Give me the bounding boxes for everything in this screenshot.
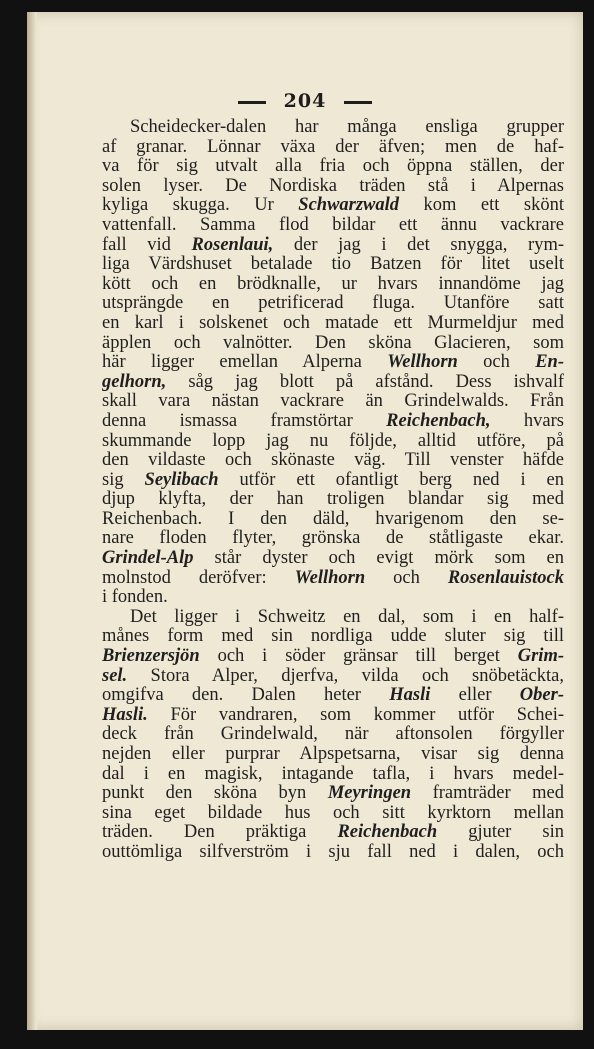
- text-segment: en karl i solskenet och matade ett Murmeldjur med: [102, 313, 564, 333]
- page-header: [27, 90, 583, 112]
- text-segment: står dyster och evigt mörk som en: [193, 549, 564, 569]
- text-segment: dal i en magisk, intagande tafla, i hvars medel-: [102, 764, 564, 784]
- place-name: En-: [535, 353, 564, 373]
- text-line: [102, 569, 564, 589]
- place-name: Ober-: [519, 686, 564, 706]
- text-line: [102, 314, 564, 334]
- text-line: [102, 451, 564, 471]
- text-line: [102, 706, 564, 726]
- text-line: [102, 647, 564, 667]
- text-segment: solen lyser. De Nordiska träden stå i Alpernas: [102, 176, 564, 196]
- text-segment: Scheidecker-dalen har många ensliga grupper: [130, 118, 564, 137]
- text-line: [102, 529, 564, 549]
- text-segment: såg jag blott på afstånd. Dess ishvalf: [166, 372, 564, 392]
- place-name: Rosenlauistock: [447, 568, 564, 588]
- text-line: [102, 627, 564, 647]
- place-name: Seylibach: [144, 470, 219, 490]
- text-segment: va för sig utvalt alla fria och öppna ställen, der: [102, 157, 564, 177]
- text-line: [102, 373, 564, 393]
- page-body-text: [102, 118, 564, 863]
- text-segment: skall vara nästan vackrare än Grindelwalds. Från: [102, 392, 564, 412]
- place-name: Schwarzwald: [298, 196, 400, 216]
- text-segment: och: [365, 568, 448, 588]
- text-line: [102, 432, 564, 452]
- text-line: [102, 843, 564, 863]
- text-segment: punkt den sköna byn: [102, 784, 328, 804]
- text-line: [102, 294, 564, 314]
- text-line: [102, 275, 564, 295]
- place-name: Brienzersjön: [102, 647, 200, 667]
- text-line: [102, 255, 564, 275]
- text-segment: liga Värdshuset betalade tio Batzen för litet uselt: [102, 255, 564, 275]
- text-line: [102, 725, 564, 745]
- text-line: [102, 667, 564, 687]
- text-line: [102, 510, 564, 530]
- text-segment: sig: [102, 470, 145, 490]
- text-segment: nare floden flyter, grönska de ståtligaste ekar.: [102, 529, 564, 549]
- text-segment: eller: [430, 686, 520, 706]
- text-segment: och: [457, 353, 536, 373]
- text-segment: outtömliga silfverström i sju fall ned i dalen, och: [102, 842, 564, 862]
- place-name: Grindel-Alp: [102, 549, 194, 569]
- text-line: [102, 138, 564, 158]
- text-line: [102, 784, 564, 804]
- text-segment: omgifva den. Dalen heter: [102, 686, 390, 706]
- page-number: 204: [283, 90, 327, 112]
- text-line: [102, 765, 564, 785]
- text-line: [102, 549, 564, 569]
- header-dash-right: [344, 101, 372, 104]
- page-edge: [27, 12, 37, 1030]
- text-line: [102, 471, 564, 491]
- text-segment: hvars: [490, 411, 564, 431]
- text-segment: gjuter sin: [437, 823, 564, 843]
- text-segment: vattenfall. Samma flod bildar ett ännu vackrare: [102, 215, 564, 235]
- text-line: [102, 608, 564, 628]
- text-line: [102, 490, 564, 510]
- text-segment: af granar. Lönnar växa der äfven; men de haf-: [102, 137, 564, 157]
- text-line: [102, 804, 564, 824]
- text-segment: Stora Alper, djerfva, vilda och snöbetäckta,: [127, 666, 564, 686]
- place-name: sel.: [102, 666, 128, 686]
- text-segment: den vildaste och skönaste väg. Till venster häfde: [102, 451, 564, 471]
- text-segment: i fonden.: [102, 588, 168, 608]
- text-segment: utsprängde en petrificerad fluga. Utanföre satt: [102, 294, 564, 314]
- text-segment: äpplen och valnötter. Den sköna Glacieren, som: [102, 333, 564, 353]
- text-line: [102, 216, 564, 236]
- text-segment: framträder med: [411, 784, 564, 804]
- text-segment: Det ligger i Schweitz en dal, som i en half-: [130, 607, 564, 627]
- text-segment: och i söder gränsar till berget: [199, 647, 518, 667]
- text-line: [102, 334, 564, 354]
- text-line: [102, 392, 564, 412]
- text-segment: skummande lopp jag nu följde, alltid utföre, på: [102, 431, 564, 451]
- text-segment: Reichenbach. I den däld, hvarigenom den se-: [102, 509, 564, 529]
- text-segment: djup klyfta, der han troligen blandar sig med: [102, 490, 564, 510]
- text-line: [102, 236, 564, 256]
- text-segment: kött och en brödknalle, ur hvars innandöme jag: [102, 274, 564, 294]
- place-name: Rosenlaui,: [191, 235, 274, 255]
- text-segment: denna ismassa framstörtar: [102, 411, 387, 431]
- place-name: Wellhorn: [294, 568, 366, 588]
- text-segment: träden. Den präktiga: [102, 823, 338, 843]
- text-line: [102, 686, 564, 706]
- text-segment: fall vid: [102, 235, 192, 255]
- text-line: [102, 118, 564, 138]
- text-segment: molnstod deröfver:: [102, 568, 295, 588]
- place-name: Grim-: [517, 647, 564, 667]
- text-segment: månes form med sin nordliga udde sluter sig till: [102, 627, 564, 647]
- place-name: Wellhorn: [387, 353, 458, 373]
- text-segment: kyliga skugga. Ur: [102, 196, 299, 216]
- text-line: [102, 588, 564, 608]
- text-segment: För vandraren, som kommer utför Schei-: [147, 705, 564, 725]
- place-name: Meyringen: [327, 784, 412, 804]
- text-segment: utför ett ofantligt berg ned i en: [218, 470, 564, 490]
- text-line: [102, 412, 564, 432]
- header-dash-left: [238, 101, 266, 104]
- text-segment: sina eget bildade hus och sitt kyrktorn mellan: [102, 803, 564, 823]
- text-line: [102, 157, 564, 177]
- text-line: [102, 196, 564, 216]
- text-segment: der jag i det snygga, rym-: [273, 235, 564, 255]
- text-segment: kom ett skönt: [399, 196, 564, 216]
- text-line: [102, 823, 564, 843]
- place-name: Hasli.: [102, 705, 148, 725]
- place-name: Reichenbach: [337, 823, 438, 843]
- text-line: [102, 745, 564, 765]
- place-name: gelhorn,: [102, 372, 167, 392]
- place-name: Reichenbach,: [386, 411, 491, 431]
- text-segment: nejden eller purprar Alpspetsarna, visar sig denna: [102, 745, 564, 764]
- text-segment: här ligger emellan Alperna: [102, 353, 388, 373]
- text-segment: deck från Grindelwald, när aftonsolen förgyller: [102, 725, 564, 745]
- text-line: [102, 353, 564, 373]
- text-line: [102, 177, 564, 197]
- place-name: Hasli: [389, 686, 431, 706]
